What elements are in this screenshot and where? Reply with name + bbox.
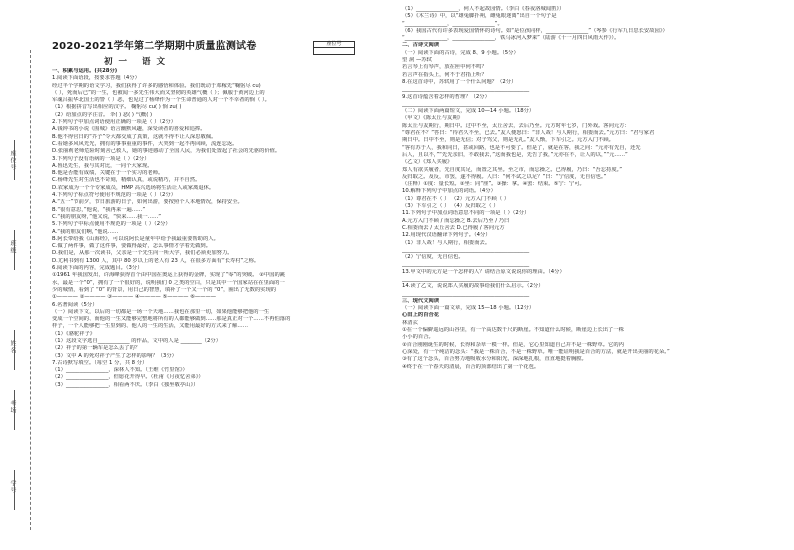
text-line: ________________________________________________ [402,290,530,297]
right-column [402,6,786,371]
text-line: （2）祥子的第一辆车是怎么丢了的？ [52,345,141,352]
text-line: “尊君在不？”答曰：“待君久不至，已去。”友人便怒曰：“非人哉！与人期行，相委而去。”元方曰：“君与家君 [402,130,655,137]
text-line: ________________________________________________ [402,100,530,107]
text-line: 5.下列句子中标点使用不规范的一项是（ ）（2分） [52,221,171,228]
text-line: （二）阅读下面两篇短文，完成 10—14 小题。（18分） [402,108,535,115]
binding-label-seat: 座位号 [9,150,16,171]
text-line: （2）宁信度，无自信也。 [402,254,464,261]
page-subtitle: 初一 语文 [104,57,171,67]
text-line: 4.下列句子标点符号使用不规范的一项是（ ）（2分） [52,192,176,199]
seat-number-box [313,41,355,55]
text-line: “________________，________________，铁马冰河入梦来”（陆游《十一月四日风雨大作》）。 [402,35,620,42]
text-line: （注释）①度：量长短。②坐：同“座”。③操：拿。④罢：结束。⑤宁：宁可。 [402,181,585,188]
text-line: D.农家成为一个个专家成员，HMP 高兴选场将生活让人或家离退休。 [52,184,215,191]
text-line: 8.在这首诗中，苏轼用了一个什么问题？（2分） [402,78,517,85]
text-line: C.相委而去 / 太丘舍去 D.已得履 / 客问元方 [402,224,505,231]
binding-dashed-line [30,50,31,530]
text-line: 陈太丘与友期行，期日中。过中不至，太丘舍去，去后乃至。元方时年七岁，门外戏。客问元方： [402,122,630,129]
text-line: 少的城情，看到了 “0” 的背景，用日己的智慧，填补了一个又一个的 “0”，圈出了无数的实现的 [52,286,277,293]
text-line: D.我们是，从那一次读书，父亲是一个先生向一所大学，我们必须更加努力。 [52,250,233,257]
text-line: 11.下列句子中加点词语意思不同的一项是（ ）（2分） [402,210,530,217]
text-line: A.元方入门不顾 / 而忘操之 B.去后乃至 / 乃曰 [402,217,510,224]
text-line: 6.名著阅读（5分） [52,301,98,308]
binding-strip [0,40,50,540]
binding-blank-line [14,330,15,370]
text-line: （6）我国古代有许多表现爱国情怀的诗句。如“是位孩同样，________________”（岑参《行军九日思长安故园》） [402,27,668,34]
text-line: ________________________________________________ [402,275,530,282]
text-line: 若言声在指头上，何不于君指上听？ [402,71,487,78]
binding-label-room: 考场 [9,400,16,414]
text-line: 1.阅读下面语段，按要求答题（4分） [52,75,140,82]
text-line: 心深处，有一个纯洁的念头：“我是一株百合，不是一株野草。唯一能证明我是百合的方法，就是开出美丽的花朵。” [402,348,670,355]
text-line: （3）下车引之（ ） （4）反归取之（ ） [402,203,499,210]
text-line: 水，最是一个“0”，拥有了一个很好的，说明我们 0 之类的空白，只是其中一个国家站在在里面的一 [52,279,285,286]
text-line: B.“很有意思，”他说，“我再来一遍……” [52,206,146,213]
text-line: （2）给加点的字注音。 伞( ) 恶( ) 气概( ) [52,111,153,118]
text-line: D.张丽莉老师危险时刻舍己救人，她的事迹感动了全国人民，为我们处置起了社会的先驱的价值。 [52,148,281,155]
page-title: 2020-2021学年第二学期期中质量监测试卷 [52,41,257,52]
text-line: 林清玄 [402,319,418,326]
text-line: 样子，一个人能够把一生里到的、他人的一生的生活，又能用最好的方式来了解…… [52,323,248,330]
text-line: 10.解释下列句子中加点的词语。（4分） [402,188,496,195]
left-question-list [52,68,386,389]
binding-label-class: 班级 [9,240,16,254]
text-line: 反归取之。及反，市罢，遂不得履。人曰：“何不试之以足？”曰：“宁信度，无自信也。” [402,173,607,180]
text-line: ________________________________________________ [402,86,530,93]
text-line: A.鲁迅先生，我与其对比，一同个大家现。 [52,162,153,169]
text-line: 9.这首诗蕴含着怎样的哲理？（2分） [402,93,490,100]
text-line: 小小的百合。 [402,334,434,341]
text-line: C.杨绛先生对生活也不苛刻，精细认真，或说精巧，并不自然。 [52,177,201,184]
text-line: 12.用现代汉语翻译下列句子。（4分） [402,232,491,239]
seat-number-label: 座位号 [314,42,354,48]
text-line: 7.古诗默写填空。（每空 1 分，共 8 分） [52,359,148,366]
text-line: C.“我的朋友呀，”他又说，“快来……我一……” [52,213,162,220]
text-line: ________________________________________________ [402,246,530,253]
text-line: ①1961 年我国发出，许海峰获得首个由中国在奥运上获得的金牌，实现了“零”的突破。 ②中国的跳 [52,272,286,279]
text-line: D.尤利书到有 1300 人，其中 80 岁以上的老人有 23 人，在很多方面有“长寿村”之称。 [52,257,260,264]
binding-blank-line [14,390,15,430]
binding-label-name: 姓名 [9,340,16,354]
text-line: （1）这段文字选自____________ 的作品，文中的人是 ________（2分） [52,337,222,344]
text-line: B.他不得官日的“芥子”令大都交成了真策，这就不得不让人深思敬佩。 [52,133,217,140]
text-line: 3.下列句子没有语病的一项是（ ）（2分） [52,155,150,162]
text-line: A.“我的朋友们啊，”他说…… [52,228,119,235]
text-line: 若言琴上有琴声，放在匣中何不鸣？ [402,64,487,71]
text-line: 心田上的百合花 [402,312,440,319]
text-line: （1）________________，何人不起故园情。（李白《春夜洛城闻笛》） [402,6,565,12]
text-line: A.“五一”节前夕，节日旅游的日子，如何出游，要按照个人本地情况，保持安全。 [52,199,243,206]
text-line: 期日中。日中不至，则是无信；对子骂父，则是无礼。”友人惭，下车引之。元方入门不顾。 [402,137,614,144]
text-line: （ ），死而后已”的一生，也被闻一多先生伟大而又坚韧的英雄气概（ ）；佩服于黄河边上的 [52,89,265,96]
text-line: （一）阅读下文，以后的一切都是一场一个天地……我也在那里一切，如果他能够把他的一生 [52,308,270,315]
binding-blank-line [14,230,15,270]
text-line: 经过半个学期的语文学习，我们获得了许多的感悟和体验。我们既动于邓稼先“鞠躬尽 cu) [52,82,261,89]
text-line: （5）《木兰诗》中，以“雄兔脚扑朔，雌兔眼迷离”出自一个句子是 [402,13,557,20]
text-line: （甲文）《陈太丘与友期》 [402,115,463,122]
text-line: ①在一个偏僻遥远的山谷里，有一个高达数千尺的断崖。不知道什么时候，断崖边上长出了一株 [402,327,624,334]
text-line: 军魂吕振华北国土的警（ ）恶，也见过了杨绛作为一个生命普通的人对一个不幸者的悯（ ）。 [52,97,270,104]
text-line: ④终于在一个春天的清晨，百合的顶部结出了第一个花苞。 [402,363,540,370]
text-line: 14.读了乙文，说说郑人买履的故事给我们什么启示。（2分） [402,283,544,290]
text-line: （一）阅读下面的古诗，完成 8、9 小题。（5分） [402,49,519,56]
text-line: 2.下列句子中加点词语使用正确的一项是（ ）（2分） [52,119,176,126]
text-line: B.阿长带给我《山海经》，可以说阿长是童年中给予我最重要帮助的人。 [52,235,219,242]
text-line: （3）________________，相看两不厌。（李白《独坐敬亭山》） [52,381,199,388]
text-line: （1）________________，深林人不知。（王维《竹里馆》） [52,367,188,374]
text-line: 后人，且以不，”“先先亲旧，不敢我去，”这而我也是，先告了我，”元亦在不，让人的以，”“元……” [402,151,628,158]
text-line: （2）________________，但愿花开得早。（杜甫《月夜忆舍弟》） [52,374,204,381]
right-question-list [402,6,786,371]
text-line: A.钱钟书的小说《围城》语言幽默风趣，深受读者的喜爱和追捧。 [52,126,206,133]
text-line: （1）非人哉！与人期行，相委而去。 [402,239,491,246]
text-line: ①———— ②———— ③———— ④———— ⑤———— ⑥———— [52,294,217,301]
text-line: （3）文中 A 的死对祥子产生了怎样的影响？（3分） [52,352,177,359]
text-line: ②百合刚刚诞生的时候，长得和杂草一模一样。但是，它心里知道自己并不是一株野草。它的内 [402,341,624,348]
text-line: （1）尊君在不（ ） （2）元方入门不顾（ ） [402,195,510,202]
text-line: B.他是否能有成绩，关键在于一个实习的老师。 [52,170,164,177]
text-line: 变成一个空间的、而他的一生又能够完整地将所有的人都能够做到……那是真正对一个……不再怕落的 [52,316,291,323]
binding-blank-line [14,140,15,180]
text-line: （1）《骆驼祥子》 [52,330,96,337]
text-line: 二、古诗文阅读 [402,42,440,49]
binding-blank-line [14,470,15,510]
text-line: C.看她多风风光光，拥有的事事重重的事件，大哭到一起不再回顾，流连忘返。 [52,140,238,147]
text-line: 望 洞 —苏轼 [402,57,432,64]
left-column [52,6,386,389]
text-line: 一、积累与运用。(共28分) [52,68,118,74]
text-line: 三、现代文阅读 [402,297,440,304]
text-line: （乙文）《郑人买履》 [402,159,453,166]
text-line: 郑人有欲买履者，先自度其足，而置之其坐。至之市，而忘操之。已得履，乃曰：“吾忘持度。” [402,166,623,173]
text-line: C.做了两件事，做了这件事，要做得最好，怎么事情才学着先做到。 [52,243,211,250]
text-line: 6.阅读下面的内容，完成题目。（3分） [52,265,143,272]
text-line: ③有了这个念头，百合努力地吸收水分和阳光，深深地扎根，直直地挺着胸膛。 [402,356,587,363]
text-line: 13.甲文中的元方是一个怎样的人？请结合原文说说你的理由。（4分） [402,268,565,275]
binding-label-id: 学号 [9,480,16,494]
text-line: （1）根据拼音写出相应的汉字。 鞠躬尽 cu( ) 悯 zu( ) [52,104,182,111]
text-line: （一）阅读下面一篇文章，完成 15—18 小题。（12分） [402,305,535,312]
text-line: “客有苏于人，我和同日，甚或回路，也是不可要了。但是了，就是在客，我之问：“元亦有先自，还先 [402,144,641,151]
text-line: ________________________________________________ [402,261,530,268]
text-line: “________________，________________”。 [402,20,503,27]
